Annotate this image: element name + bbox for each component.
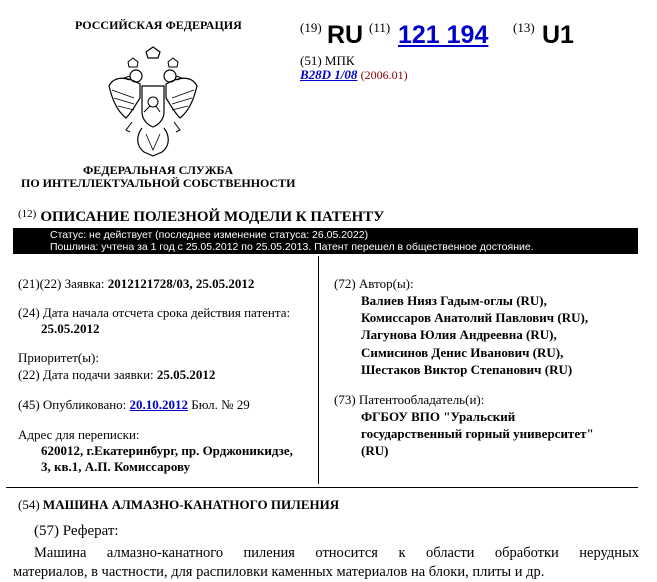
code-13: (13) (513, 20, 535, 35)
doc-type-title: ОПИСАНИЕ ПОЛЕЗНОЙ МОДЕЛИ К ПАТЕНТУ (40, 209, 385, 225)
owner-label: (73) Патентообладатель(и): (334, 392, 485, 407)
priority-label: Приоритет(ы): (18, 350, 99, 365)
published-date-link[interactable]: 20.10.2012 (129, 397, 189, 412)
bulletin-label: Бюл. № 29 (191, 397, 250, 412)
divider-line (6, 487, 638, 488)
abstract-label: (57) Реферат: (34, 523, 119, 539)
application-row (18, 275, 254, 292)
author-item: Валиев Нияз Гадым-оглы (RU), (361, 293, 547, 308)
status-text: Статус: не действует (последнее изменение статуса: 26.05.2022) (50, 229, 369, 241)
owner-line1: ФГБОУ ВПО "Уральский (361, 409, 516, 424)
start-date-value: 25.05.2012 (41, 321, 100, 336)
filing-row (18, 366, 215, 383)
utility-model-title: МАШИНА АЛМАЗНО-КАНАТНОГО ПИЛЕНИЯ (42, 497, 340, 512)
doc-type-code: (12) (18, 208, 37, 220)
published-label: (45) Опубликовано: (18, 397, 127, 412)
fee-text: Пошлина: учтена за 1 год с 25.05.2012 по 25.05.2013. Патент перешел в общественное достояние. (50, 241, 534, 253)
code-19: (19) (300, 20, 322, 35)
ipc-label: (51) МПК (300, 53, 355, 68)
published-row (18, 396, 250, 413)
agency-name-line2: ПО ИНТЕЛЛЕКТУАЛЬНОЙ СОБСТВЕННОСТИ (21, 176, 296, 190)
address-label: Адрес для переписки: (18, 427, 140, 442)
owner-line2: государственный горный университет" (361, 426, 594, 441)
ipc-version: (2006.01) (360, 68, 408, 82)
column-divider (318, 256, 319, 484)
filing-label: (22) Дата подачи заявки: (18, 367, 154, 382)
address-line1: 620012, г.Екатеринбург, пр. Орджоникидзе, (41, 443, 293, 458)
filing-value: 25.05.2012 (156, 367, 216, 382)
authors-label: (72) Автор(ы): (334, 276, 414, 291)
agency-name-line1: ФЕДЕРАЛЬНАЯ СЛУЖБА (83, 163, 233, 177)
owner-line3: (RU) (361, 443, 389, 458)
status-bar (13, 228, 638, 254)
author-item: Симисинов Денис Иванович (RU), (361, 345, 564, 360)
country-name: РОССИЙСКАЯ ФЕДЕРАЦИЯ (75, 18, 242, 32)
ipc-link[interactable]: B28D 1/08 (300, 67, 358, 82)
abstract-line2: материалов, в частности, для распиловки каменных материалов на блоки, плиты и др. (13, 564, 545, 580)
author-item: Комиссаров Анатолий Павлович (RU), (361, 310, 589, 325)
patent-number-link[interactable]: 121 194 (398, 21, 489, 49)
application-label: (21)(22) Заявка: (18, 276, 105, 291)
author-item: Шестаков Виктор Степанович (RU) (361, 362, 573, 377)
title-code: (54) (18, 497, 40, 512)
country-code: RU (327, 21, 364, 49)
application-value: 2012121728/03, 25.05.2012 (107, 276, 255, 291)
kind-code: U1 (542, 21, 574, 49)
author-item: Лагунова Юлия Андреевна (RU), (361, 327, 557, 342)
coat-of-arms-icon (106, 46, 200, 158)
start-date-label: (24) Дата начала отсчета срока действия патента: (18, 305, 291, 320)
address-line2: 3, кв.1, А.П. Комиссарову (41, 459, 191, 474)
title-row (18, 497, 339, 513)
abstract-line1: Машина алмазно-канатного пиления относится к области обработки нерудных (34, 545, 639, 561)
code-11: (11) (369, 20, 391, 35)
